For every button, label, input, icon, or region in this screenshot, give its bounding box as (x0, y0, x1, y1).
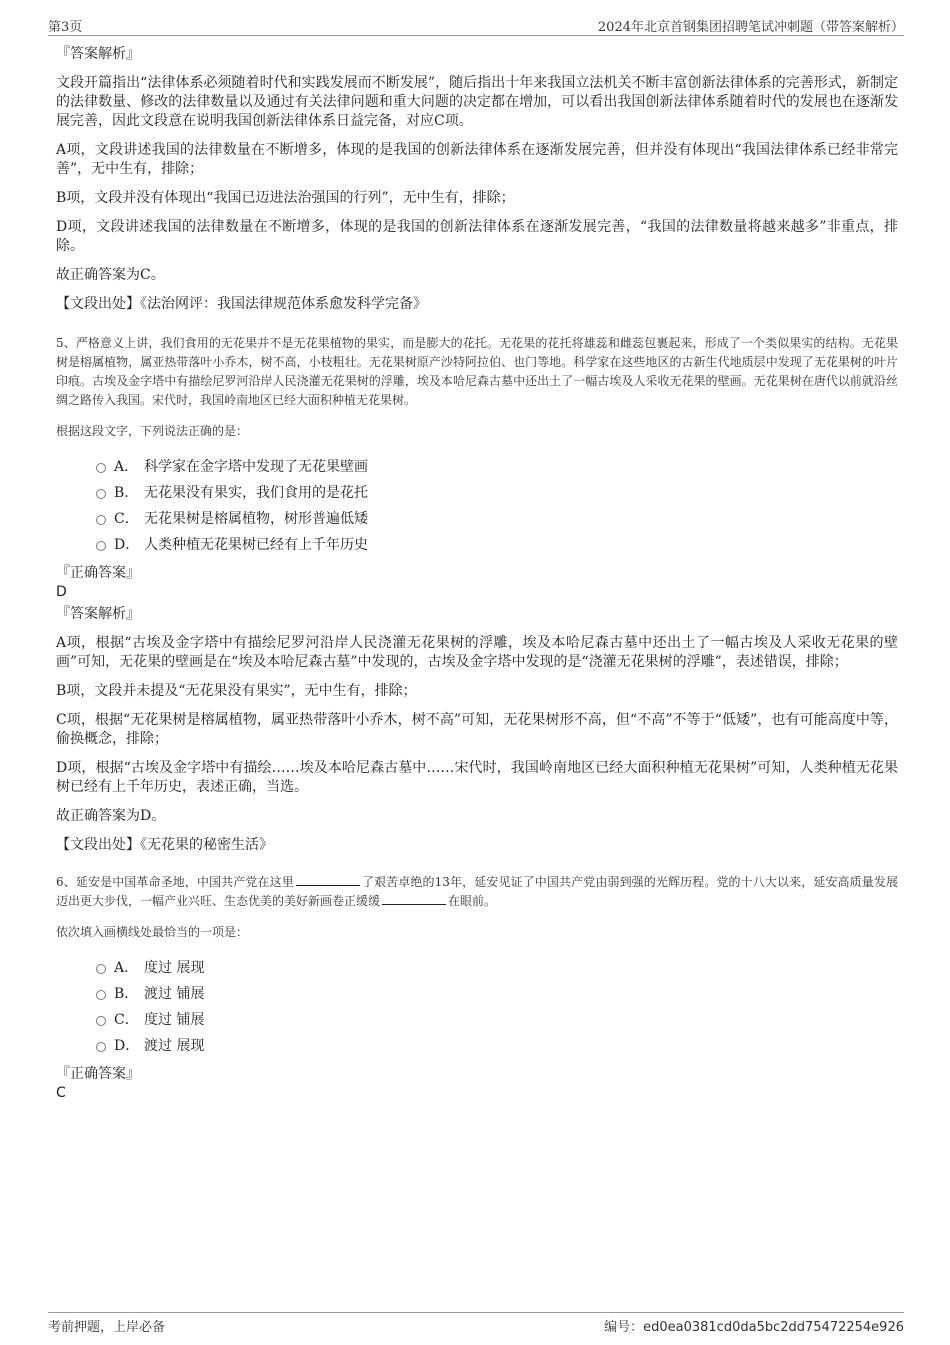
q6-answer-label: 『正确答案』 (56, 1066, 140, 1082)
q6-answer: C (56, 1085, 66, 1101)
page-footer (48, 1312, 904, 1335)
q6-option-a[interactable]: A． 度过 展现 (96, 954, 898, 980)
radio-icon[interactable] (96, 489, 106, 499)
radio-icon[interactable] (96, 1042, 106, 1052)
q6-stem: 6、延安是中国革命圣地，中国共产党在这里 了艰苦卓绝的13年，延安见证了中国共产党由弱到强的光辉历程。党的十八大以来，延安高质量发展迈出更大步伐，一幅产业兴旺、生态优美的美好新画卷正缓缓 在眼前。 (56, 875, 898, 908)
q5-analysis-paragraph: A项，根据“古埃及金字塔中有描绘尼罗河沿岸人民浇灌无花果树的浮雕，埃及本哈尼森古墓中还出土了一幅古埃及人采收无花果的壁画”可知，无花果的壁画是在“埃及本哈尼森古墓”中发现的，古埃及金字塔中发现的是“浇灌无花果树的浮雕”，表述错误，排除； (56, 635, 898, 670)
q6-option-d[interactable]: D． 渡过 展现 (96, 1032, 898, 1058)
q4-conclusion: 故正确答案为C。 (56, 267, 165, 283)
q4-analysis-paragraph: A项，文段讲述我国的法律数量在不断增多，体现的是我国的创新法律体系在逐渐发展完善，但并没有体现出“我国法律体系已经非常完善”，无中生有，排除； (56, 142, 898, 177)
q5-analysis-paragraph: D项，根据“古埃及金字塔中有描绘……埃及本哈尼森古墓中……宋代时，我国岭南地区已经大面积种植无花果树”可知，人类种植无花果树已经有上千年历史，表述正确，当选。 (56, 760, 898, 795)
document-title: 2024年北京首钢集团招聘笔试冲刺题（带答案解析） (597, 20, 904, 35)
page-header (48, 14, 904, 36)
q4-source: 【文段出处】《法治网评：我国法律规范体系愈发科学完备》 (56, 296, 427, 312)
q5-conclusion: 故正确答案为D。 (56, 808, 166, 824)
page-number: 第3页 (48, 20, 83, 35)
fill-blank (382, 893, 446, 905)
q5-stem: 5、严格意义上讲，我们食用的无花果并不是无花果植物的果实，而是膨大的花托。无花果的花托将雄蕊和雌蕊包裹起来，形成了一个类似果实的结构。无花果树是榕属植物，属亚热带落叶小乔木，树不高，小枝粗壮。无花果树原产沙特阿拉伯、也门等地。科学家在这些地区的古新生代地质层中发现了无花果树的叶片印痕。古埃及金字塔中有描绘尼罗河沿岸人民浇灌无花果树的浮雕，埃及本哈尼森古墓中还出土了一幅古埃及人采收无花果的壁画。无花果树在唐代以前就沿丝绸之路传入我国。宋代时，我国岭南地区已经大面积种植无花果树。 (56, 336, 898, 407)
q4-analysis-paragraph: 文段开篇指出“法律体系必须随着时代和实践发展而不断发展”，随后指出十年来我国立法机关不断丰富创新法律体系的完善形式，新制定的法律数量、修改的法律数量以及通过有关法律问题和重大问题的决定都在增加，可以看出我国创新法律体系随着时代的发展也在逐渐发展完善，因此文段意在说明我国创新法律体系日益完备，对应C项。 (56, 75, 898, 129)
q5-source: 【文段出处】《无花果的秘密生活》 (56, 837, 273, 853)
radio-icon[interactable] (96, 964, 106, 974)
q5-answer-label: 『正确答案』 (56, 565, 140, 581)
q5-answer: D (56, 584, 67, 600)
q5-analysis-label: 『答案解析』 (56, 606, 140, 622)
page-content (56, 44, 898, 1103)
q6-prompt: 依次填入画横线处最恰当的一项是： (56, 925, 249, 939)
q5-option-b[interactable]: B． 无花果没有果实，我们食用的是花托 (96, 479, 898, 505)
q5-option-c[interactable]: C． 无花果树是榕属植物，树形普遍低矮 (96, 505, 898, 531)
fill-blank (296, 874, 360, 886)
q6-options (96, 954, 898, 1058)
q4-analysis-paragraph: B项，文段并没有体现出“我国已迈进法治强国的行列”，无中生有，排除； (56, 190, 515, 206)
footer-serial: 编号：ed0ea0381cd0da5bc2dd75472254e926 (604, 1320, 904, 1335)
radio-icon[interactable] (96, 463, 106, 473)
q5-option-d[interactable]: D． 人类种植无花果树已经有上千年历史 (96, 531, 898, 557)
radio-icon[interactable] (96, 1016, 106, 1026)
q5-analysis-paragraph: C项，根据“无花果树是榕属植物，属亚热带落叶小乔木，树不高”可知，无花果树形不高，但“不高”不等于“低矮”，也有可能高度中等，偷换概念，排除； (56, 712, 898, 747)
radio-icon[interactable] (96, 541, 106, 551)
q6-option-b[interactable]: B． 渡过 铺展 (96, 980, 898, 1006)
footer-slogan: 考前押题，上岸必备 (48, 1320, 166, 1335)
q5-analysis-paragraph: B项，文段并未提及“无花果没有果实”，无中生有，排除； (56, 683, 417, 699)
q5-prompt: 根据这段文字，下列说法正确的是： (56, 424, 249, 438)
q4-analysis-paragraph: D项，文段讲述我国的法律数量在不断增多，体现的是我国的创新法律体系在逐渐发展完善，“我国的法律数量将越来越多”非重点，排除。 (56, 219, 898, 254)
q5-options (96, 453, 898, 557)
q5-option-a[interactable]: A． 科学家在金字塔中发现了无花果壁画 (96, 453, 898, 479)
q4-analysis-label: 『答案解析』 (56, 46, 140, 62)
radio-icon[interactable] (96, 990, 106, 1000)
radio-icon[interactable] (96, 515, 106, 525)
q6-option-c[interactable]: C． 度过 铺展 (96, 1006, 898, 1032)
